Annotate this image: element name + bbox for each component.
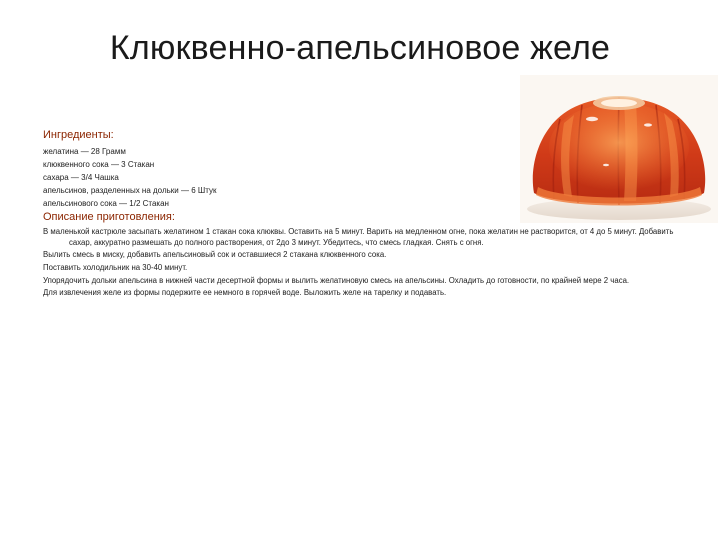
method-step: Для извлечения желе из формы подержите ее немного в горячей воде. Выложить желе на тарелку и подавать. xyxy=(43,288,447,298)
method-step: В маленькой кастрюле засыпать желатином 1 стакан сока клюквы. Оставить на 5 минут. Варить на медленном огне, пока желатин не растворится, от 4 до 5 минут. Добавить сахар, аккуратно размешать до полного растворения, от 2до 3 минут. Убедитесь, что смесь гладкая. Снять с огня. xyxy=(43,227,674,247)
page-title: Клюквенно-апельсиновое желе xyxy=(109,29,611,67)
method-step: Упорядочить дольки апельсина в нижней части десертной формы и вылить желатиновую смесь на апельсины. Охладить до готовности, по крайней мере 2 часа. xyxy=(43,275,630,285)
ingredient-item: апельсинов, разделенных на дольки — 6 Штук xyxy=(43,186,217,195)
method-heading: Описание приготовления: xyxy=(43,211,175,223)
method-step: Вылить смесь в миску, добавить апельсиновый сок и оставшиеся 2 стакана клюквенного сока. xyxy=(43,250,387,260)
ingredient-item: сахара — 3/4 Чашка xyxy=(43,173,119,182)
method-step: Поставить холодильник на 30-40 минут. xyxy=(43,262,188,272)
jelly-photo xyxy=(520,75,718,223)
method-steps xyxy=(43,227,683,301)
ingredients-heading: Ингредиенты: xyxy=(43,129,114,141)
ingredient-item: апельсинового сока — 1/2 Стакан xyxy=(43,199,169,208)
ingredient-item: желатина — 28 Грамм xyxy=(43,147,126,156)
ingredient-item: клюквенного сока — 3 Стакан xyxy=(43,160,155,169)
jelly-illustration xyxy=(520,75,718,223)
ingredients-list xyxy=(43,145,216,210)
